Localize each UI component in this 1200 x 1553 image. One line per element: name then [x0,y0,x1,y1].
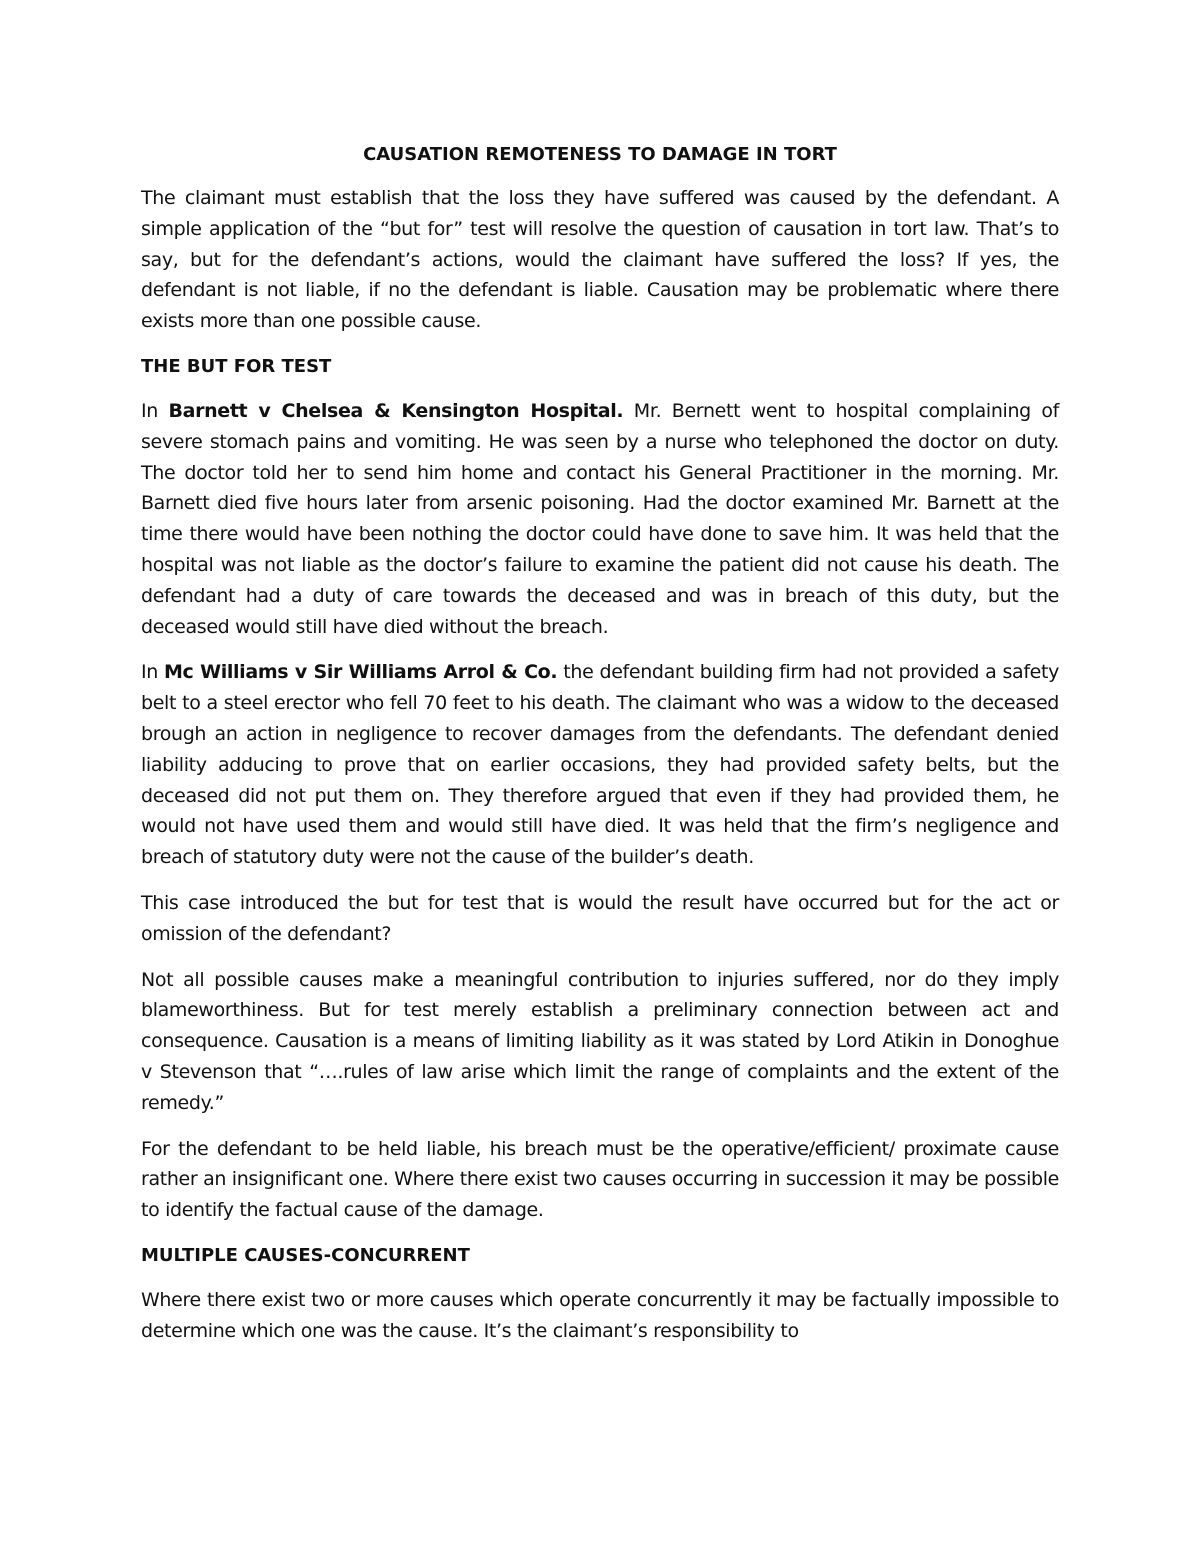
barnett-lead: In [141,399,169,422]
liability-paragraph: For the defendant to be held liable, his breach must be the operative/efficient/ proximate cause rather an insignificant one. Where there exist two causes occurring in succession it may be possible to identify the factual cause of the damage. [141,1137,1059,1222]
mcwilliams-case-paragraph [141,657,1059,873]
barnett-case-paragraph [141,396,1059,642]
barnett-case-name: Barnett v Chelsea & Kensington Hospital. [168,399,624,422]
mcwilliams-case-name: Mc Williams v Sir Williams Arrol & Co. [164,661,558,684]
intro-paragraph: The claimant must establish that the loss they have suffered was caused by the defendant. A simple application of the “but for” test will resolve the question of causation in tort law. That’s to say, but for the defendant’s actions, would the claimant have suffered the loss? If yes, the defendant is not liable, if no the defendant is liable. Causation may be problematic where there exists more than one possible cause. [141,187,1059,333]
section-heading-multiple-causes: MULTIPLE CAUSES-CONCURRENT [141,1244,470,1266]
document-title: CAUSATION REMOTENESS TO DAMAGE IN TORT [363,144,837,165]
case-intro-paragraph: This case introduced the but for test that is would the result have occurred but for the act or omission of the defendant? [141,891,1059,945]
mcwilliams-case-text: the defendant building firm had not provided a safety belt to a steel erector who fell 70 feet to his death. The claimant who was a widow to the deceased brough an action in negligence to recover damages from the defendants. The defendant denied liability adducing to prove that on earlier occasions, they had provided safety belts, but the deceased did not put them on. They therefore argued that even if they had provided them, he would not have used them and would still have died. It was held that the firm’s negligence and breach of statutory duty were not the cause of the builder’s death. [141,661,1060,869]
concurrent-causes-paragraph: Where there exist two or more causes which operate concurrently it may be factually impossible to determine which one was the cause. It’s the claimant’s responsibility to [141,1288,1059,1342]
document-page [141,140,1059,1362]
mcwilliams-lead: In [141,661,164,684]
section-heading-but-for-test: THE BUT FOR TEST [141,355,332,377]
causes-paragraph: Not all possible causes make a meaningful contribution to injuries suffered, nor do they imply blameworthiness. But for test merely establish a preliminary connection between act and consequence. Causation is a means of limiting liability as it was stated by Lord Atikin in Donoghue v Stevenson that “….rules of law arise which limit the range of complaints and the extent of the remedy.” [141,968,1059,1114]
barnett-case-text: Mr. Bernett went to hospital complaining of severe stomach pains and vomiting. He was seen by a nurse who telephoned the doctor on duty. The doctor told her to send him home and contact his General Practitioner in the morning. Mr. Barnett died five hours later from arsenic poisoning. Had the doctor examined Mr. Barnett at the time there would have been nothing the doctor could have done to save him. It was held that the hospital was not liable as the doctor’s failure to examine the patient did not cause his death. The defendant had a duty of care towards the deceased and was in breach of this duty, but the deceased would still have died without the breach. [141,399,1060,638]
